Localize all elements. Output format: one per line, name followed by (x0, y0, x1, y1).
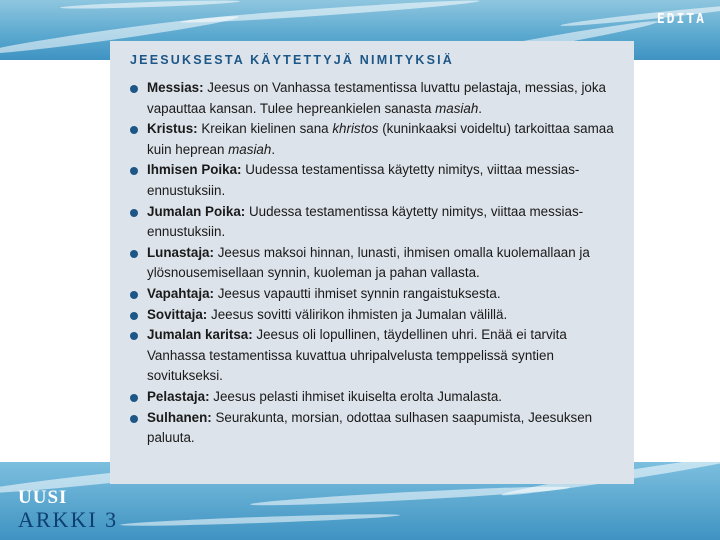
bullet-icon (130, 126, 138, 134)
term-description: Jeesus pelasti ihmiset ikuiselta erolta Jumalasta. (209, 388, 503, 404)
term-name: Jumalan Poika: (147, 203, 246, 219)
term-description: (kuninkaaksi voideltu) tarkoittaa samaa kuin heprean (147, 121, 614, 157)
bullet-icon (130, 209, 138, 217)
term-emphasis: khristos (332, 121, 379, 137)
term-item (130, 305, 618, 326)
bullet-icon (130, 291, 138, 299)
term-description: Jeesus on Vanhassa testamentissa luvattu pelastaja, messias, joka vapauttaa kansan. Tulee hepreankielen sanasta (147, 80, 607, 116)
term-name: Ihmisen Poika: (147, 162, 242, 178)
term-name: Messias: (147, 80, 204, 95)
term-item (130, 243, 618, 284)
term-list (130, 78, 618, 449)
term-name: Sovittaja: (147, 306, 208, 322)
bullet-icon (130, 85, 138, 93)
term-item (130, 78, 618, 119)
term-description: . (271, 141, 276, 157)
term-description: Jeesus sovitti välirikon ihmisten ja Jumalan välillä. (207, 306, 508, 322)
term-description: Uudessa testamentissa käytetty nimitys, viittaa messias-ennustuksiin. (147, 162, 580, 198)
term-item (130, 408, 618, 449)
term-description: Jeesus oli lopullinen, täydellinen uhri. Enää ei tarvita Vanhassa testamentissa kuvattua uhripalvelusta temppelissä syntien sovitukseksi. (147, 327, 567, 384)
term-description: Uudessa testamentissa käytetty nimitys, viittaa messias-ennustuksiin. (147, 203, 584, 240)
term-description: . (478, 100, 483, 116)
edita-logo: EDITA (656, 12, 706, 27)
term-item (130, 160, 618, 201)
term-description: Seurakunta, morsian, odottaa sulhasen saapumista, Jeesuksen paluuta. (147, 409, 593, 446)
bullet-icon (130, 415, 138, 423)
term-emphasis: masiah (435, 100, 479, 116)
term-description: Jeesus maksoi hinnan, lunasti, ihmisen omalla kuolemallaan ja ylösnousemisellaan synnin, kuoleman ja pahan vallasta. (147, 244, 590, 281)
term-item (130, 325, 618, 387)
term-name: Pelastaja: (147, 388, 210, 404)
bullet-icon (130, 250, 138, 258)
term-name: Vapahtaja: (147, 285, 214, 301)
term-item (130, 387, 618, 408)
term-item (130, 202, 618, 243)
term-description: Kreikan kielinen sana (197, 121, 333, 137)
term-description: Jeesus vapautti ihmiset synnin rangaistuksesta. (213, 285, 501, 301)
term-item (130, 119, 618, 160)
term-name: Jumalan karitsa: (147, 327, 253, 343)
names-of-jesus-panel (110, 41, 634, 484)
bullet-icon (130, 312, 138, 320)
logo-line-2: ARKKI 3 (18, 507, 119, 532)
term-name: Lunastaja: (147, 244, 214, 260)
term-item (130, 284, 618, 305)
term-name: Kristus: (147, 121, 198, 137)
term-name: Sulhanen: (147, 409, 212, 425)
bullet-icon (130, 332, 138, 340)
logo-line-1: UUSI (18, 487, 68, 508)
term-emphasis: masiah (228, 141, 272, 157)
bullet-icon (130, 167, 138, 175)
bullet-icon (130, 394, 138, 402)
uusi-arkki-logo (18, 488, 118, 532)
panel-title: JEESUKSESTA KÄYTETTYJÄ NIMITYKSIÄ (130, 53, 455, 67)
